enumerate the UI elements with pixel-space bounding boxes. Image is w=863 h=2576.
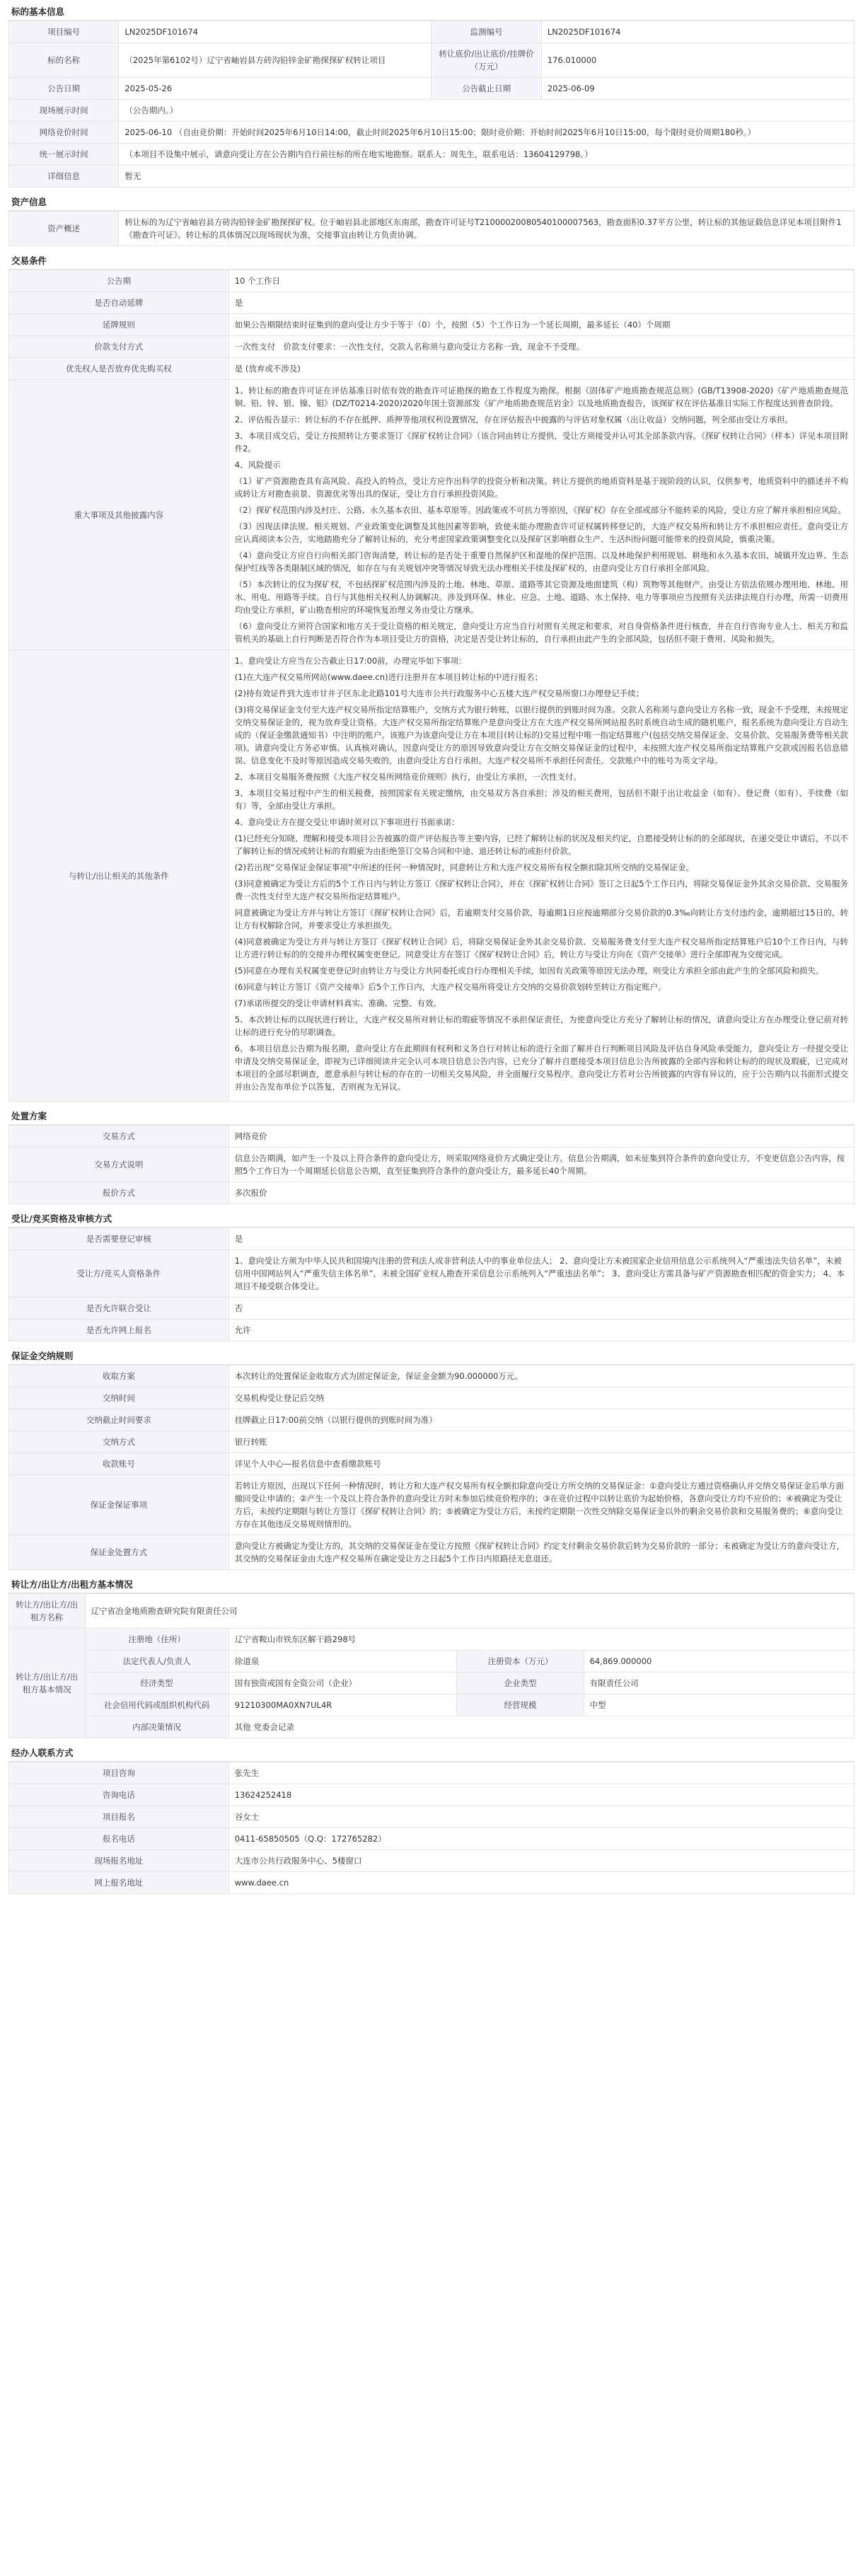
multi-label: 是否允许网上报名 bbox=[9, 1319, 229, 1341]
consult-label: 项目咨询 bbox=[9, 1762, 229, 1784]
scheme-label: 收取方案 bbox=[9, 1365, 229, 1387]
priority: 是 (放弃或不涉及) bbox=[228, 358, 854, 380]
end-date-label: 公告截止日期 bbox=[432, 78, 541, 100]
cond: 1、意向受让方须为中华人民共和国境内注册的营利法人或非营利法人中的事业单位法人； 2、意向受让方未被国家企业信用信息公示系统列入“严重违法失信名单”，未被信用中国网站列入“严重失信主体名单”，未被全国矿业权人勘查开采信息公示系统列入“严重违法名单”； 3、意向受让方需具备与矿产资源勘查相匹配的资金实力； 4、本项目不接受联合体受让。 bbox=[228, 1250, 854, 1298]
major-para: （2）探矿权范围内涉及村庄、公路、永久基本农田、基本草原等。因政策或不可抗力等原因，《探矿权》存在全部或部分不能转采的风险，受让方应了解并承担相应风险。 bbox=[234, 505, 846, 515]
time-label: 交纳时间 bbox=[9, 1387, 229, 1409]
start-date-label: 公告日期 bbox=[9, 78, 119, 100]
other-para: 6、本项目信息公告期为报名期，意向受让方在此期间有权利和义务自行对转让标的进行全面了解并自行判断项目风险及评估自身风险承受能力，意向受让方一经提交受让申请及交纳交易保证金，即视为已详细阅读并完全认可本项目信息公告内容，已充分了解并自愿接受本项目信息公告所披露的全部内容和转让标的的现状及瑕疵，已完成对本项目的全部尽职调查，愿意承担与转让标的存在的一切相关交易风险，并全面履行交易程序。意向受让方若对公告所披露的内容有异议的，应于公告期内以书面形式提交并由公告发布单位予以答复，否则视为无异议。 bbox=[234, 1044, 848, 1092]
page bbox=[8, 4, 855, 1894]
supervise-no-label: 监测编号 bbox=[432, 21, 541, 43]
major-para: 1、转让标的勘查许可证在评估基准日时依有效的勘查许可证勘探的勘查工作程度为勘探。根据《固体矿产地质勘查规范总则》(GB/T13908-2020)《矿产地质勘查规范 铜、铅、锌、银、镍、钼》(DZ/T0214-2020)2020年国土资源部发《矿产地质勘查规范岩金》以及地质勘查报告，该探矿权在评估基准日实际工作程度达到普查阶段。 bbox=[234, 386, 848, 408]
section-title-qualification: 受让/竞买资格及审核方式 bbox=[8, 1211, 855, 1228]
transferor-name-label: 转让方/出让方/出租方名称 bbox=[9, 1594, 86, 1629]
other-para: (3)将交易保证金支付至大连产权交易所指定结算账户，交纳方式为银行转账，以银行提供的到账时间为准。交款人名称须与意向受让方名称一致，现金不予受理，未按规定交纳交易保证金的，视为放弃受让资格。大连产权交易所指定结算账户是意向受让方在大连产权交易所网站报名时系统自动生成的随机账户，报名系统为意向受让方自动生成的（保证金缴款通知书）中注明的账户。该账户为该意向受让方在本项目(转让标的)交易过程中唯一指定结算账户(包括交纳交易保证金、交易价款、交易服务费等相关款项)。请意向受让方务必审慎、认真核对确认，因意向受让方的原因导致意向受让方在交纳交易保证金的过程中，未按照大连产权交易所指定结算账户交款或因报名信息错误、信息变化不及时等原因造成交易失败的，由意向受让方自行承担。大连产权交易所不承担任何责任。交款账户中的账号为英文字母。 bbox=[234, 705, 848, 766]
cond-label: 受让方/竞买人资格条件 bbox=[9, 1250, 229, 1298]
detail-label: 详细信息 bbox=[9, 166, 119, 187]
deadline-label: 交纳截止时间要求 bbox=[9, 1409, 229, 1431]
site-visit: （公告期内。） bbox=[119, 100, 855, 122]
other-para: 1、意向受让方应当在公告截止日17:00前，办理完毕如下事项： bbox=[234, 656, 467, 666]
other-para: (4)同意被确定为受让方并与转让方签订《探矿权转让合同》后，将除交易保证金外其余交易价款、交易服务费支付至大连产权交易所指定结算账户后10个工作日内，与转让方进行转让标的的交接并办理权属变更登记。同意受让方在签订《探矿权转让合同》后，转让方与受让方向在《资产交接单》进行全部即视为交接完成。 bbox=[234, 937, 848, 959]
web-address[interactable]: www.daee.cn bbox=[234, 1878, 289, 1888]
capital: 64,869.000000 bbox=[584, 1651, 854, 1673]
bid-time: 2025-06-10 （自由竞价期：开始时间2025年6月10日14:00，截止时间2025年6月10日15:00；限时竞价期：开始时间2025年6月10日15:00，每个限时竞价周期180秒。） bbox=[119, 122, 855, 144]
web-link[interactable] bbox=[228, 1872, 854, 1894]
bid-time-label: 网络竞价时间 bbox=[9, 122, 119, 144]
scale-label: 经营规模 bbox=[457, 1694, 584, 1716]
major-para: （5）本次转让的仅为探矿权，不包括探矿权范围内涉及的土地、林地、草原、道路等其它资源及地面建筑（构）筑物等其他财产。由受让方依法依规办理用地、林地、用水、用电、用路等手续。自行与其他相关权利人协调解决。涉及到环保、林业、应急、土地、道路、水土保持、电力等事项应当按照有关法律法规自行办理，所需一切费用均由受让方承担，矿山勘查相应的环境恢复治理义务由受让方继承。 bbox=[234, 579, 848, 615]
other-para: (7)承诺所提交的受让申请材料真实、准确、完整、有效。 bbox=[234, 998, 441, 1008]
major-label: 重大事项及其他披露内容 bbox=[9, 380, 229, 650]
credit-label: 社会信用代码或组织机构代码 bbox=[85, 1694, 228, 1716]
section-title-transferor: 转让方/出让方/出租方基本情况 bbox=[8, 1577, 855, 1593]
other-para: (5)同意在办理有关权属变更登记时由转让方与受让方共同委托或自行办理相关手续，如因有关政策等原因无法办理，则受让方承担全部由此产生的全部风险和损失。 bbox=[234, 966, 824, 976]
reg: 谷女士 bbox=[228, 1806, 854, 1828]
other-para: (2)若出现“交易保证金保证事项”中所述的任何一种情况时，同意转让方和大连产权交易所有权全额扣除其所交纳的交易保证金。 bbox=[234, 862, 694, 872]
auto-extend: 是 bbox=[228, 292, 854, 314]
account-label: 收款账号 bbox=[9, 1453, 229, 1475]
method-desc-label: 交易方式说明 bbox=[9, 1148, 229, 1182]
handle: 意向受让方被确定为受让方的，其交纳的交易保证金在受让方按照《探矿权转让合同》约定支付剩余交易价款后转为交易价款的一部分；未被确定为受让方的意向受让方，其交纳的交易保证金由大连产权交易所在确定受让方之日起5个工作日内原路径无息退还。 bbox=[228, 1535, 854, 1570]
price-label: 转让底价/出让底价/挂牌价（万元） bbox=[432, 43, 541, 78]
decision: 其他 党委会记录 bbox=[228, 1716, 854, 1738]
other-para: (2)持有效证件到大连市甘井子区东北北路101号大连市公共行政服务中心五楼大连产权交易所窗口办理登记手续； bbox=[234, 688, 644, 698]
other-para: 5、本次转让标的以现状进行转让，大连产权交易所对转让标的瑕疵等情况不承担保证责任，为使意向受让方充分了解转让标的情况，请意向受让方在办理受让登记前对转让标的进行充分的尽职调查。 bbox=[234, 1015, 848, 1037]
asset-table bbox=[8, 211, 855, 246]
section-title-basic: 标的基本信息 bbox=[8, 4, 855, 21]
site-label: 现场报名地址 bbox=[9, 1850, 229, 1872]
ann-period: 10 个工作日 bbox=[228, 270, 854, 292]
major-para: （1）矿产资源勘查具有高风险、高投入的特点，受让方应作出科学的投资分析和决策。转让方提供的地质资料是基于现阶段的认识，仅供参考，地质资料中的描述并不构成转让方对勘查前景、资源优劣等出具的保证，受让方自行承担投资风险。 bbox=[234, 476, 848, 499]
consult: 张先生 bbox=[228, 1762, 854, 1784]
detail: 暂无 bbox=[119, 166, 855, 187]
disposal-table bbox=[8, 1125, 855, 1204]
contact-table bbox=[8, 1762, 855, 1894]
multi: 允许 bbox=[228, 1319, 854, 1341]
price: 176.010000 bbox=[541, 43, 854, 78]
scale: 中型 bbox=[584, 1694, 854, 1716]
time: 交易机构受让登记后交纳 bbox=[228, 1387, 854, 1409]
guarantee: 若转让方原因，出现以下任何一种情况时，转让方和大连产权交易所有权全额扣除意向受让方所交纳的交易保证金：①意向受让方通过资格确认并交纳交易保证金后单方面撤回受让申请的；②产生一个及以上符合条件的意向受让方时未参加后续竞价程序的；③在竞价过程中以转让底价为起始价格，各意向受让方均不应价的；④被确定为受让方后，未按约定期限与转让方签订《探矿权转让合同》的；⑤被确定为受让方后，未按约定期限一次性交纳除交易保证金以外的剩余交易价款和交易服务费的；⑥意向受让方存在其他违反交易规则情形的。 bbox=[228, 1475, 854, 1535]
account: 详见个人中心—报名信息中查看缴款账号 bbox=[228, 1453, 854, 1475]
section-title-deposit: 保证金交纳规则 bbox=[8, 1348, 855, 1365]
deadline: 挂牌截止日17:00前交纳（以银行提供的到账时间为准） bbox=[228, 1409, 854, 1431]
end-date: 2025-06-09 bbox=[541, 78, 854, 100]
auto-extend-label: 是否自动延牌 bbox=[9, 292, 229, 314]
pay: 一次性支付 价款支付要求：一次性支付，交款人名称须与意向受让方名称一致，现金不予受理。 bbox=[228, 336, 854, 358]
joint: 否 bbox=[228, 1298, 854, 1319]
pay-label: 价款支付方式 bbox=[9, 336, 229, 358]
project-no-label: 项目编号 bbox=[9, 21, 119, 43]
quote: 多次报价 bbox=[228, 1182, 854, 1204]
qualification-table bbox=[8, 1228, 855, 1341]
legal: 徐道泉 bbox=[228, 1651, 457, 1673]
basic-info-table bbox=[8, 21, 855, 187]
nature: 国有独资或国有全资公司（企业） bbox=[228, 1673, 457, 1694]
priority-label: 优先权人是否放弃优先购买权 bbox=[9, 358, 229, 380]
major-content bbox=[228, 380, 854, 650]
major-para: 4、风险提示 bbox=[234, 460, 281, 470]
review-label: 是否需要登记审核 bbox=[9, 1228, 229, 1250]
section-title-conditions: 交易条件 bbox=[8, 253, 855, 270]
major-para: （4）意向受让方应自行向相关部门咨询清楚，转让标的是否处于重要自然保护区和湿地的保护范围、以及林地保护利用规划、耕地和永久基本农田、城镇开发边界、生态保护红线等各类限制区域的情况，如存在与有关规划冲突等情况导致无法办理相关手续及探矿权的，由意向受让方自行承担全部风险。 bbox=[234, 550, 848, 573]
method: 网络竞价 bbox=[228, 1126, 854, 1148]
quote-label: 报价方式 bbox=[9, 1182, 229, 1204]
other-para: 4、意向受让方在提交受让申请时须对以下事项进行书面承诺： bbox=[234, 817, 460, 827]
joint-label: 是否允许联合受让 bbox=[9, 1298, 229, 1319]
other-para: (1)已经充分知晓、理解和接受本项目公告披露的资产评估报告等主要内容，已经了解转让标的状况及相关约定，自愿接受转让标的的全部现状，在递交受让申请后，不以不了解转让标的情况或转让标的有瑕疵为由拒绝签订交易合同和中途、退还转让标的或拒付价款。 bbox=[234, 833, 848, 856]
other-para: (1)在大连产权交易所网站(www.daee.cn)进行注册并在本项目转让标的中进行报名； bbox=[234, 672, 543, 682]
reg-label: 项目报名 bbox=[9, 1806, 229, 1828]
reg-phone: 0411-65850505（Q.Q：172765282） bbox=[228, 1828, 854, 1850]
phone: 13624252418 bbox=[228, 1784, 854, 1806]
other-para: 3、本项目交易过程中产生的相关税费，按照国家有关规定缴纳，由交易双方各自承担；涉及的相关费用，包括但不限于出让收益金（如有）、登记费（如有）、手续费（如有）等，全部由受让方承担。 bbox=[234, 788, 848, 811]
capital-label: 注册资本（万元） bbox=[457, 1651, 584, 1673]
addr-label: 注册地（住所） bbox=[85, 1629, 228, 1651]
decision-label: 内部决策情况 bbox=[85, 1716, 228, 1738]
web-label: 网上报名地址 bbox=[9, 1872, 229, 1894]
type: 有限责任公司 bbox=[584, 1673, 854, 1694]
conditions-table bbox=[8, 270, 855, 1102]
other-para: 同意被确定为受让方并与转让方签订《探矿权转让合同》后，若逾期支付交易价款，每逾期1日应按逾期部分交易价款的0.3‰向转让方支付违约金，逾期超过15日的，转让方有权解除合同，并要求受让方承担损失。 bbox=[234, 908, 848, 930]
other-label: 与转让/出让相关的其他条件 bbox=[9, 650, 229, 1102]
unified-label: 统一展示时间 bbox=[9, 144, 119, 166]
section-title-contact: 经办人联系方式 bbox=[8, 1745, 855, 1762]
deposit-table bbox=[8, 1365, 855, 1570]
major-para: 3、本项目成交后，受让方按照转让方要求签订《探矿权转让合同》（该合同由转让方提供，受让方须接受并认可其全部条款内容。《探矿权转让合同》（样本）详见本项目附件2。 bbox=[234, 431, 848, 454]
section-title-asset: 资产信息 bbox=[8, 195, 855, 211]
start-date: 2025-05-26 bbox=[119, 78, 432, 100]
type-label: 企业类型 bbox=[457, 1673, 584, 1694]
major-para: （6）意向受让方须符合国家和地方关于受让资格的相关规定，意向受让方应当自行对照有关规定和要求，对自身资格条件进行核查，并在自行咨询专业人士、相关方和监管机关的基础上自行判断是否符合作为本项目受让方的资格，决定是否受让转让标的，自行承担由此产生的全部风险，包括但不限于费用、风险和损失。 bbox=[234, 621, 848, 644]
addr: 辽宁省鞍山市铁东区解干路298号 bbox=[228, 1629, 854, 1651]
other-para: (6)同意与转让方签订《资产交接单》后5个工作日内，大连产权交易所将受让方交纳的交易价款划转至转让方指定账户。 bbox=[234, 982, 666, 992]
project-no: LN2025DF101674 bbox=[119, 21, 432, 43]
method-desc: 信息公告期满，如产生一个及以上符合条件的意向受让方，则采取网络竞价方式确定受让方。信息公告期满，如未征集到符合条件的意向受让方，不变更信息公告内容，按照5个工作日为一个周期延长信息公告期，直至征集到符合条件的意向受让方，最多延长40个周期。 bbox=[228, 1148, 854, 1182]
reg-phone-label: 报名电话 bbox=[9, 1828, 229, 1850]
supervise-no: LN2025DF101674 bbox=[541, 21, 854, 43]
site-visit-label: 现场展示时间 bbox=[9, 100, 119, 122]
other-para: (3)同意被确定为受让方后的5个工作日内与转让方签订《探矿权转让合同》，并在《探矿权转让合同》签订之日起5个工作日内，将除交易保证金外其余交易价款、交易服务费一次性支付至大连产权交易所指定结算账户。 bbox=[234, 879, 848, 901]
deposit-pay: 银行转账 bbox=[228, 1431, 854, 1453]
extend-rule: 如果公告期限结束时征集到的意向受让方少于等于（0）个，按照（5）个工作日为一个延长周期，最多延长（40）个周期 bbox=[228, 314, 854, 336]
deposit-pay-label: 交纳方式 bbox=[9, 1431, 229, 1453]
unified: （本项目不设集中展示，请意向受让方在公告期内自行前往标的所在地实地勘察。联系人：周先生，联系电话：13604129798。） bbox=[119, 144, 855, 166]
legal-label: 法定代表人/负责人 bbox=[85, 1651, 228, 1673]
extend-rule-label: 延牌规则 bbox=[9, 314, 229, 336]
handle-label: 保证金处置方式 bbox=[9, 1535, 229, 1570]
transferor-name: 辽宁省冶金地质勘查研究院有限责任公司 bbox=[85, 1594, 854, 1629]
target-name: （2025年第6102号）辽宁省岫岩县方砖沟铅锌金矿勘探探矿权转让项目 bbox=[119, 43, 432, 78]
major-para: （3）因现法律法规、相关规划、产业政策变化调整及其他因素等影响，致使未能办理勘查许可证权属转移登记的，大连产权交易所和转让方不承担相应责任。意向受让方应认真阅读本公告，实地踏勘充分了解转让标的，充分考虑国家政策调整变化以及探矿区影响群众生产、生活纠纷问题可能带来的投资风险，慎重决策。 bbox=[234, 521, 848, 544]
other-content bbox=[228, 650, 854, 1102]
phone-label: 咨询电话 bbox=[9, 1784, 229, 1806]
site: 大连市公共行政服务中心、5楼窗口 bbox=[228, 1850, 854, 1872]
nature-label: 经济类型 bbox=[85, 1673, 228, 1694]
name-label: 标的名称 bbox=[9, 43, 119, 78]
credit: 91210300MA0XN7UL4R bbox=[228, 1694, 457, 1716]
other-para: 2、本项目交易服务费按照《大连产权交易所网络竞价规则》执行，由受让方承担，一次性支付。 bbox=[234, 772, 581, 782]
method-label: 交易方式 bbox=[9, 1126, 229, 1148]
ann-period-label: 公告期 bbox=[9, 270, 229, 292]
major-para: 2、评估报告显示：转让标的不存在抵押、质押等他项权利设置情况，存在评估报告中披露的与评估对象权属（出让收益）交纳问题，列全部由受让方承担。 bbox=[234, 415, 793, 424]
transferor-basic-label: 转让方/出让方/出租方基本情况 bbox=[9, 1629, 86, 1738]
overview-label: 资产概述 bbox=[9, 212, 119, 246]
review: 是 bbox=[228, 1228, 854, 1250]
section-title-disposal: 处置方案 bbox=[8, 1109, 855, 1125]
scheme: 本次转让的处置保证金收取方式为固定保证金，保证金金额为90.000000万元。 bbox=[228, 1365, 854, 1387]
guarantee-label: 保证金保证事项 bbox=[9, 1475, 229, 1535]
transferor-table bbox=[8, 1593, 855, 1738]
overview: 转让标的为辽宁省岫岩县方砖沟铅锌金矿勘探探矿权。位于岫岩县北部地区东南部，勘查许可证号T21000020080540100007563，勘查面积0.37平方公里，转让标的其他证载信息详见本项目附件1《勘查许可证》。转让标的具体情况以现场现状为准，交接事宜由转让方负责协调。 bbox=[119, 212, 855, 246]
